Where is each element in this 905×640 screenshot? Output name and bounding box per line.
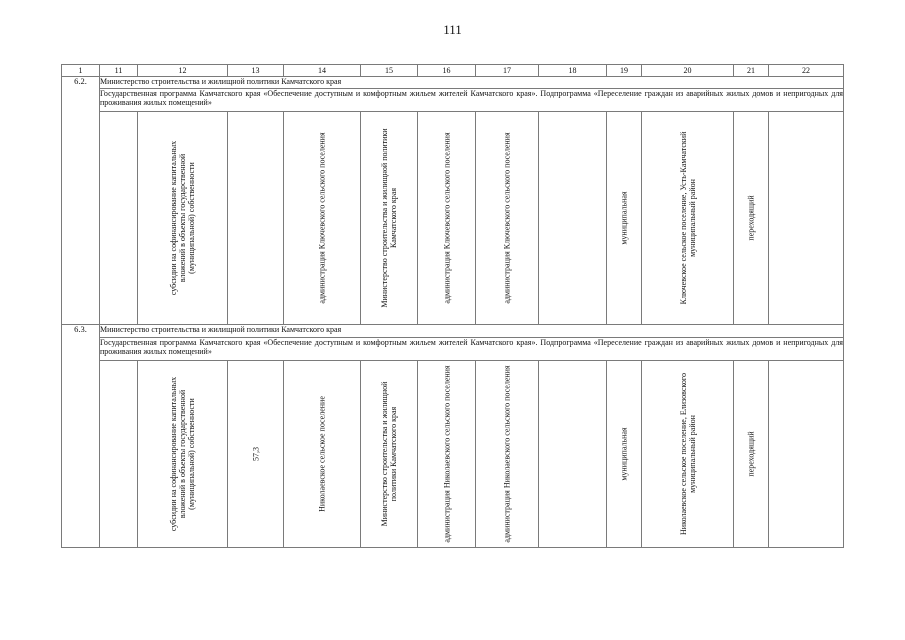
- column-header: 16: [418, 65, 476, 77]
- cell-col-15: [361, 361, 418, 548]
- cell-col-11: [100, 112, 138, 325]
- recipient: администрация Ключевского сельского поселения: [317, 132, 327, 304]
- cell-col-13: [228, 112, 284, 325]
- column-header: 15: [361, 65, 418, 77]
- cell-col-21: [734, 361, 769, 548]
- location: Ключевское сельское поселение, Усть-Камчатский муниципальный район: [678, 131, 697, 305]
- table-row: [62, 338, 844, 361]
- customer: администрация Николаевского сельского поселения: [502, 365, 512, 543]
- amount-value: 57,3: [250, 447, 260, 461]
- cell-col-19: [607, 112, 642, 325]
- row-number: 6.3.: [62, 325, 100, 548]
- cell-col-12: [138, 361, 228, 548]
- ministry-name: Министерство строительства и жилищной политики Камчатского края: [100, 325, 844, 338]
- column-header: 22: [769, 65, 844, 77]
- cell-col-22: [769, 361, 844, 548]
- table-row: [62, 361, 844, 548]
- page-number: 111: [443, 22, 462, 37]
- cell-col-15: [361, 112, 418, 325]
- cell-col-20: [642, 361, 734, 548]
- cell-col-16: [418, 112, 476, 325]
- cell-col-21: [734, 112, 769, 325]
- column-header: 12: [138, 65, 228, 77]
- ownership-form: муниципальная: [619, 191, 629, 245]
- cell-col-17: [476, 112, 539, 325]
- cell-col-13: [228, 361, 284, 548]
- cell-col-17: [476, 361, 539, 548]
- table-row: [62, 77, 844, 89]
- table-row: [62, 89, 844, 112]
- administration: администрация Ключевского сельского поселения: [441, 132, 451, 304]
- column-header: 21: [734, 65, 769, 77]
- table-row: [62, 325, 844, 338]
- cell-col-18: [539, 112, 607, 325]
- column-header: 14: [284, 65, 361, 77]
- ministry-name: Министерство строительства и жилищной политики Камчатского края: [100, 77, 844, 89]
- column-header: 18: [539, 65, 607, 77]
- ownership-form: муниципальная: [619, 427, 629, 481]
- cell-col-20: [642, 112, 734, 325]
- column-header: 1: [62, 65, 100, 77]
- cell-col-22: [769, 112, 844, 325]
- column-header-row: [62, 65, 844, 77]
- column-header: 11: [100, 65, 138, 77]
- column-header: 13: [228, 65, 284, 77]
- object-status: переходящий: [746, 431, 756, 477]
- responsible-ministry: Министерство строительства и жилищной политики Камчатского края: [379, 381, 398, 527]
- program-name: Государственная программа Камчатского края «Обеспечение доступным и комфортным жильем жителей Камчатского края». Подпрограмма «Переселение граждан из аварийных жилых домов и непригодных для проживания жилых помещений»: [100, 338, 844, 361]
- cell-col-11: [100, 361, 138, 548]
- subsidy-type: субсидии на софинансирование капитальных вложений в объекты государственной (муниципальной) собственности: [168, 376, 197, 532]
- column-header: 19: [607, 65, 642, 77]
- cell-col-14: [284, 361, 361, 548]
- subsidy-type: субсидии на софинансирование капитальных вложений в объекты государственной (муниципальной) собственности: [168, 140, 197, 296]
- customer: администрация Ключевского сельского поселения: [502, 132, 512, 304]
- column-header: 17: [476, 65, 539, 77]
- administration: администрация Николаевского сельского поселения: [441, 365, 451, 543]
- cell-col-18: [539, 361, 607, 548]
- responsible-ministry: Министерство строительства и жилищной политики Камчатского края: [379, 128, 398, 308]
- recipient: Николаевское сельское поселение: [317, 396, 327, 512]
- cell-col-16: [418, 361, 476, 548]
- program-name: Государственная программа Камчатского края «Обеспечение доступным и комфортным жильем жителей Камчатского края». Подпрограмма «Переселение граждан из аварийных жилых домов и непригодных для проживания жилых помещений»: [100, 89, 844, 112]
- cell-col-19: [607, 361, 642, 548]
- object-status: переходящий: [746, 195, 756, 241]
- location: Николаевское сельское поселение, Елизовского муниципальный район: [678, 373, 697, 535]
- cell-col-12: [138, 112, 228, 325]
- table-row: [62, 112, 844, 325]
- cell-col-14: [284, 112, 361, 325]
- row-number: 6.2.: [62, 77, 100, 325]
- document-table: [61, 64, 844, 548]
- column-header: 20: [642, 65, 734, 77]
